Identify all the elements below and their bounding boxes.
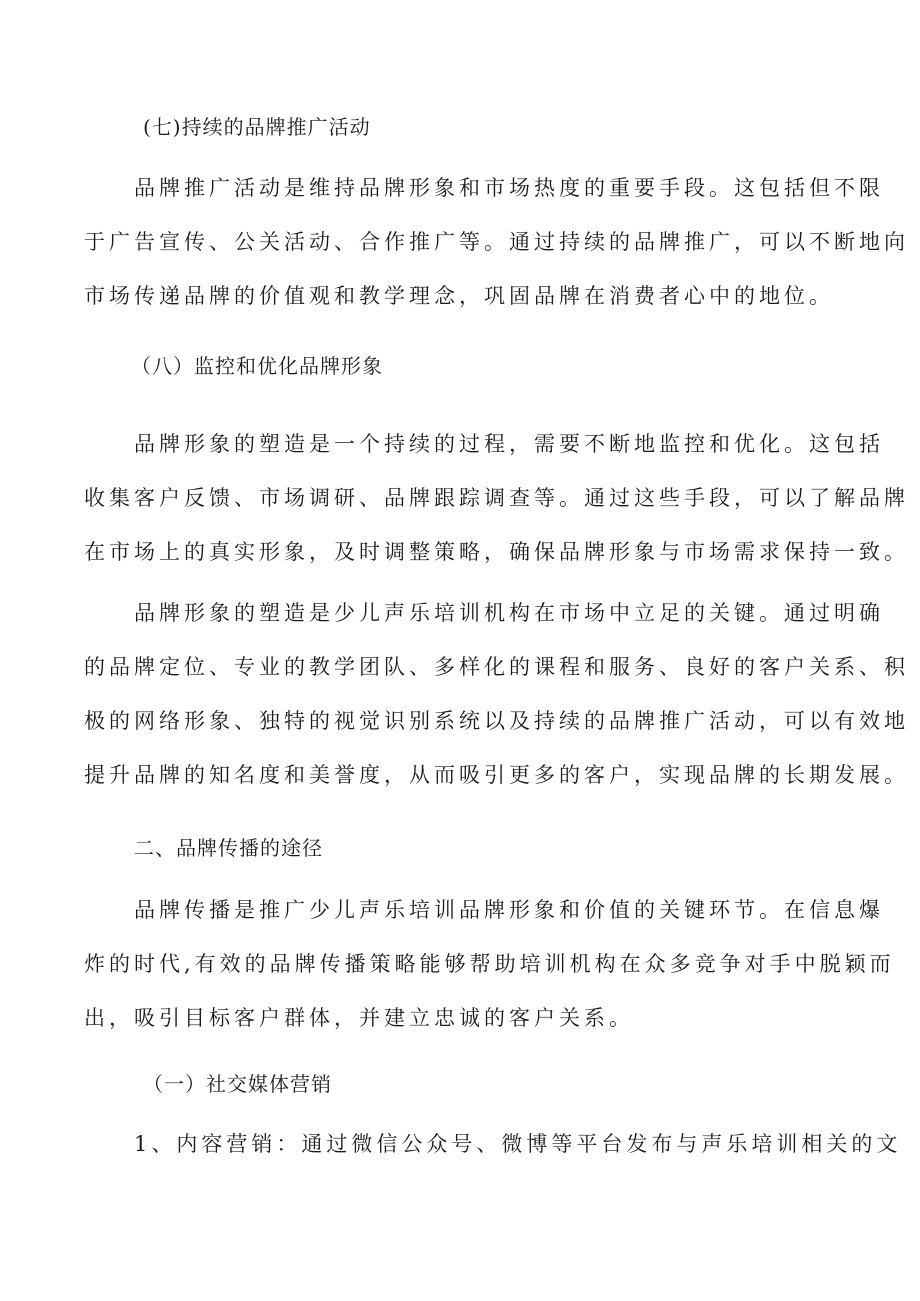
heading-social-media-marketing: （一）社交媒体营销 — [143, 1072, 332, 1096]
heading-sustained-brand-promotion: (七)持续的品牌推广活动 — [143, 115, 371, 139]
paragraph-line: 品牌传播是推广少儿声乐培训品牌形象和价值的关键环节。在信息爆 — [134, 898, 884, 922]
heading-brand-communication-channels: 二、品牌传播的途径 — [134, 836, 323, 860]
paragraph-line: 的品牌定位、专业的教学团队、多样化的课程和服务、良好的客户关系、积 — [84, 655, 909, 679]
paragraph-content-marketing — [84, 1117, 902, 1171]
paragraph-line: 提升品牌的知名度和美誉度，从而吸引更多的客户，实现品牌的长期发展。 — [84, 763, 909, 787]
heading-monitor-optimize-brand: （八）监控和优化品牌形象 — [131, 354, 383, 378]
paragraph-brand-promotion — [84, 161, 909, 323]
paragraph-brand-communication — [84, 883, 895, 1045]
paragraph-line: 品牌形象的塑造是少儿声乐培训机构在市场中立足的关键。通过明确 — [134, 601, 884, 625]
paragraph-line: 于广告宣传、公关活动、合作推广等。通过持续的品牌推广，可以不断地向 — [84, 230, 909, 254]
paragraph-line: 极的网络形象、独特的视觉识别系统以及持续的品牌推广活动，可以有效地 — [84, 709, 909, 733]
paragraph-line: 品牌推广活动是维持品牌形象和市场热度的重要手段。这包括但不限 — [134, 176, 884, 200]
paragraph-line: 品牌形象的塑造是一个持续的过程，需要不断地监控和优化。这包括 — [134, 432, 884, 456]
paragraph-line: 出，吸引目标客户群体，并建立忠诚的客户关系。 — [84, 1006, 634, 1030]
paragraph-brand-image-summary — [84, 586, 909, 802]
paragraph-line: 市场传递品牌的价值观和教学理念，巩固品牌在消费者心中的地位。 — [84, 284, 834, 308]
paragraph-monitor-optimize — [84, 417, 909, 579]
paragraph-line: 在市场上的真实形象，及时调整策略，确保品牌形象与市场需求保持一致。 — [84, 540, 909, 564]
paragraph-line: 1、内容营销：通过微信公众号、微博等平台发布与声乐培训相关的文 — [134, 1132, 902, 1156]
paragraph-line: 炸的时代,有效的品牌传播策略能够帮助培训机构在众多竞争对手中脱颖而 — [84, 952, 895, 976]
paragraph-line: 收集客户反馈、市场调研、品牌跟踪调查等。通过这些手段，可以了解品牌 — [84, 486, 909, 510]
